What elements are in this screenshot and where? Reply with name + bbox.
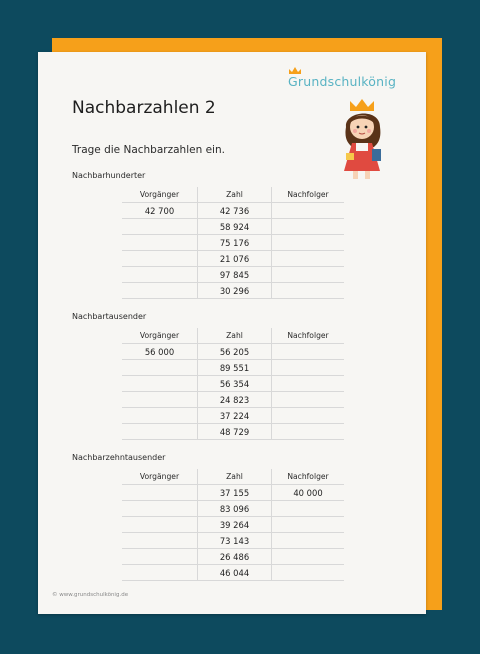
cell-after[interactable] xyxy=(272,344,345,360)
table-neighbour-hundreds xyxy=(122,187,344,299)
cell-number: 97 845 xyxy=(198,267,272,283)
cell-before[interactable] xyxy=(122,251,198,267)
footer-copyright: © www.grundschulkönig.de xyxy=(52,592,129,598)
cell-number: 24 823 xyxy=(198,392,272,408)
cell-before[interactable] xyxy=(122,549,198,565)
table-row xyxy=(122,549,344,565)
cell-after[interactable] xyxy=(272,549,345,565)
cell-before[interactable] xyxy=(122,501,198,517)
cell-before[interactable] xyxy=(122,408,198,424)
table-neighbour-ten-thousands xyxy=(122,469,344,581)
column-header-before: Vorgänger xyxy=(122,187,198,203)
cell-number: 37 224 xyxy=(198,408,272,424)
cell-after[interactable] xyxy=(272,283,345,299)
worksheet-page xyxy=(38,52,426,614)
cell-number: 75 176 xyxy=(198,235,272,251)
cell-number: 26 486 xyxy=(198,549,272,565)
cell-before[interactable] xyxy=(122,283,198,299)
cell-before[interactable] xyxy=(122,533,198,549)
column-header-number: Zahl xyxy=(198,328,272,344)
table-row xyxy=(122,424,344,440)
table-row xyxy=(122,565,344,581)
cell-after[interactable] xyxy=(272,219,345,235)
cell-number: 48 729 xyxy=(198,424,272,440)
cell-before[interactable] xyxy=(122,376,198,392)
cell-before[interactable] xyxy=(122,392,198,408)
table-row xyxy=(122,235,344,251)
cell-number: 21 076 xyxy=(198,251,272,267)
column-header-before: Vorgänger xyxy=(122,328,198,344)
cell-after[interactable] xyxy=(272,501,345,517)
cell-number: 89 551 xyxy=(198,360,272,376)
cell-before[interactable] xyxy=(122,219,198,235)
table-row xyxy=(122,360,344,376)
section-label-ten-thousands: Nachbarzehntausender xyxy=(72,453,166,462)
princess-illustration xyxy=(338,97,390,181)
cell-before[interactable] xyxy=(122,517,198,533)
column-header-number: Zahl xyxy=(198,469,272,485)
cell-after[interactable] xyxy=(272,392,345,408)
table-row xyxy=(122,485,344,501)
table-row xyxy=(122,344,344,360)
brand-logo: Grundschulkönig xyxy=(288,74,397,89)
column-header-after: Nachfolger xyxy=(272,469,345,485)
table-row xyxy=(122,251,344,267)
section-label-hundreds: Nachbarhunderter xyxy=(72,171,146,180)
table-row xyxy=(122,517,344,533)
cell-after[interactable]: 40 000 xyxy=(272,485,345,501)
cell-before[interactable] xyxy=(122,267,198,283)
cell-before[interactable] xyxy=(122,360,198,376)
table-row xyxy=(122,376,344,392)
cell-number: 56 205 xyxy=(198,344,272,360)
section-label-thousands: Nachbartausender xyxy=(72,312,147,321)
cell-after[interactable] xyxy=(272,267,345,283)
cell-before[interactable] xyxy=(122,424,198,440)
table-neighbour-thousands xyxy=(122,328,344,440)
column-header-number: Zahl xyxy=(198,187,272,203)
page-title: Nachbarzahlen 2 xyxy=(72,98,216,118)
table-row xyxy=(122,533,344,549)
table-row xyxy=(122,283,344,299)
cell-after[interactable] xyxy=(272,251,345,267)
cell-number: 42 736 xyxy=(198,203,272,219)
table-row xyxy=(122,392,344,408)
cell-after[interactable] xyxy=(272,203,345,219)
table-row xyxy=(122,203,344,219)
cell-number: 58 924 xyxy=(198,219,272,235)
cell-before[interactable] xyxy=(122,235,198,251)
cell-after[interactable] xyxy=(272,517,345,533)
cell-before[interactable]: 42 700 xyxy=(122,203,198,219)
cell-after[interactable] xyxy=(272,408,345,424)
cell-after[interactable] xyxy=(272,424,345,440)
cell-number: 39 264 xyxy=(198,517,272,533)
column-header-before: Vorgänger xyxy=(122,469,198,485)
cell-after[interactable] xyxy=(272,565,345,581)
cell-number: 56 354 xyxy=(198,376,272,392)
column-header-after: Nachfolger xyxy=(272,328,345,344)
instruction-text: Trage die Nachbarzahlen ein. xyxy=(72,144,225,156)
cell-after[interactable] xyxy=(272,360,345,376)
table-row xyxy=(122,501,344,517)
cell-number: 73 143 xyxy=(198,533,272,549)
cell-number: 37 155 xyxy=(198,485,272,501)
cell-before[interactable]: 56 000 xyxy=(122,344,198,360)
cell-after[interactable] xyxy=(272,533,345,549)
cell-number: 83 096 xyxy=(198,501,272,517)
cell-after[interactable] xyxy=(272,376,345,392)
cell-before[interactable] xyxy=(122,485,198,501)
cell-number: 46 044 xyxy=(198,565,272,581)
cell-after[interactable] xyxy=(272,235,345,251)
cell-before[interactable] xyxy=(122,565,198,581)
table-row xyxy=(122,267,344,283)
column-header-after: Nachfolger xyxy=(272,187,345,203)
table-row xyxy=(122,408,344,424)
table-row xyxy=(122,219,344,235)
cell-number: 30 296 xyxy=(198,283,272,299)
